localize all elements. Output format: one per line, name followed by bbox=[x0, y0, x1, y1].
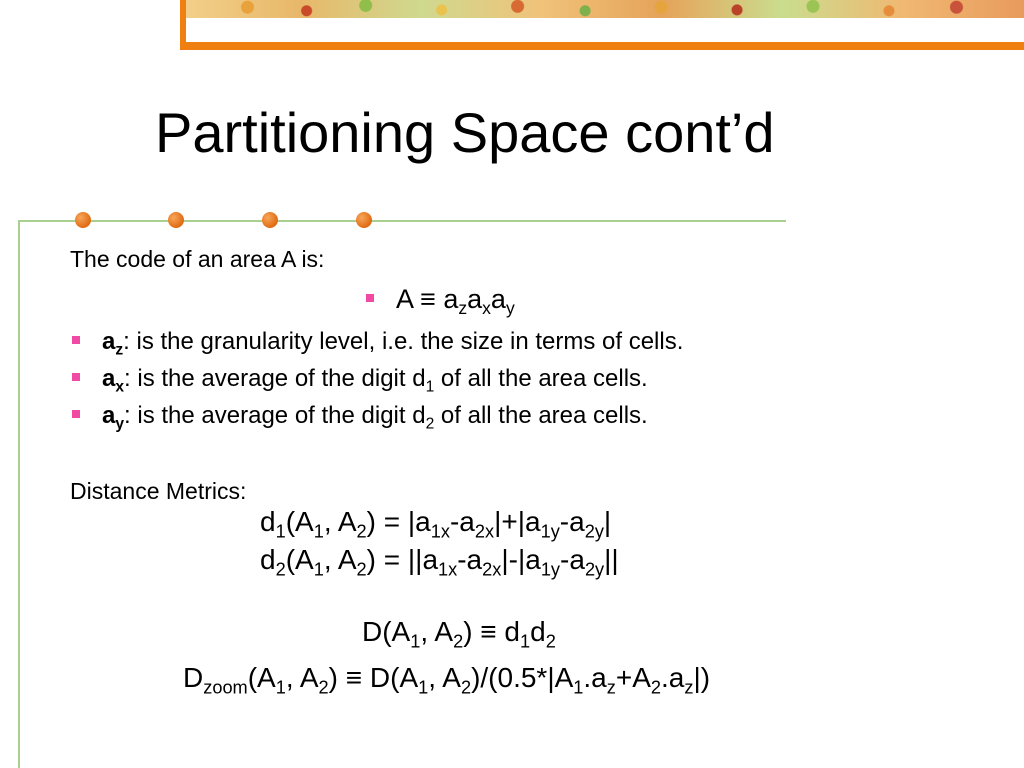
formula-d1: $d_1(A_1$, $A_2) = |a_{1x}-a_{2x}|+|a_{1y}-a_{2y}|$ bbox=[260, 506, 612, 542]
header-accent-bar bbox=[180, 42, 1024, 50]
formula-D: $D(A_1$, $A_2) \equiv d_1d_2$ bbox=[362, 616, 556, 652]
bullet-square bbox=[72, 336, 80, 344]
slide-title: Partitioning Space cont’d bbox=[155, 101, 775, 164]
bullet-dot-decoration bbox=[356, 212, 372, 228]
bullet-dot-decoration bbox=[75, 212, 91, 228]
list-item-ax: $a_x$: is the average of the digit $d_1$ of all the area cells. bbox=[72, 365, 648, 393]
intro-text: The code of an area A is: bbox=[70, 246, 325, 272]
bullet-square bbox=[72, 373, 80, 381]
distance-metrics-heading: Distance Metrics: bbox=[70, 478, 247, 504]
bullet-square bbox=[72, 410, 80, 418]
code-formula: $A \equiv a_za_xa_y$ bbox=[366, 284, 515, 315]
frame-left-line bbox=[18, 220, 20, 768]
formula-D-zoom: $D_{zoom}(A_1$, $A_2) \equiv D(A_1$, $A_2)/(0.5*|A_1.a_z+A_2.a_z|)$ bbox=[183, 662, 711, 698]
header-decoration bbox=[180, 0, 1024, 18]
frame-top-line bbox=[18, 220, 786, 222]
bullet-dot-decoration bbox=[262, 212, 278, 228]
list-item-ay: $a_y$: is the average of the digit $d_2$ of all the area cells. bbox=[72, 402, 648, 430]
bullet-square bbox=[366, 294, 374, 302]
formula-d2: $d_2(A_1$, $A_2) = ||a_{1x}-a_{2x}|-|a_{1y}-a_{2y}||$ bbox=[260, 544, 619, 580]
bullet-dot-decoration bbox=[168, 212, 184, 228]
list-item-az: $a_z$: is the granularity level, i.e. the size in terms of cells. bbox=[72, 328, 683, 356]
